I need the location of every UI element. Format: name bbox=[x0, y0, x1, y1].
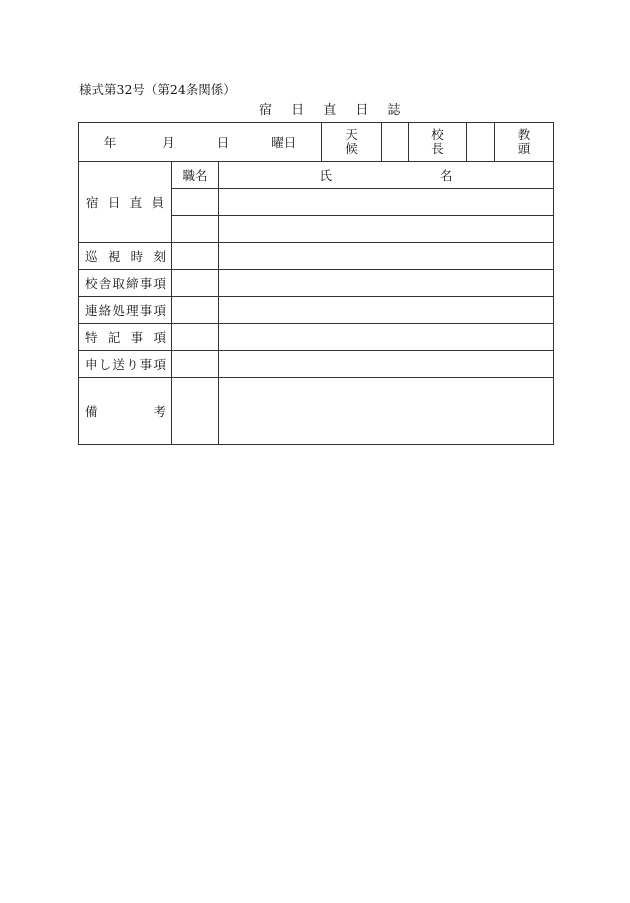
weekday-label: 曜日 bbox=[271, 135, 297, 150]
duty-log-table bbox=[78, 122, 554, 445]
year-label: 年 bbox=[103, 135, 117, 150]
school-control-label: 校舎取締事項 bbox=[79, 270, 172, 297]
vice-principal-label-top: 教 bbox=[517, 127, 531, 142]
patrol-time-sub-field[interactable] bbox=[172, 243, 219, 270]
vice-principal-label-bottom: 頭 bbox=[517, 141, 531, 156]
liaison-sub-field[interactable] bbox=[172, 297, 219, 324]
page-title: 宿 日 直 日 誌 bbox=[259, 103, 401, 118]
date-cell bbox=[79, 123, 322, 162]
weather-field[interactable] bbox=[382, 123, 409, 162]
weather-label-bottom: 候 bbox=[345, 141, 358, 156]
remarks-label: 備 考 bbox=[79, 378, 172, 445]
vice-principal-label bbox=[495, 123, 554, 162]
weather-label-top: 天 bbox=[345, 127, 358, 142]
principal-seal-field[interactable] bbox=[467, 123, 495, 162]
staff-label: 宿 日 直 員 bbox=[79, 162, 172, 243]
remarks-field[interactable] bbox=[219, 378, 554, 445]
liaison-label: 連絡処理事項 bbox=[79, 297, 172, 324]
principal-label bbox=[409, 123, 467, 162]
staff-header-row bbox=[79, 162, 554, 189]
patrol-time-field[interactable] bbox=[219, 243, 554, 270]
principal-label-bottom: 長 bbox=[431, 141, 444, 156]
form-number-label: 様式第32号（第24条関係） bbox=[79, 82, 236, 97]
remarks-sub-field[interactable] bbox=[172, 378, 219, 445]
handover-sub-field[interactable] bbox=[172, 351, 219, 378]
remarks-row bbox=[79, 378, 554, 445]
patrol-time-row bbox=[79, 243, 554, 270]
weather-label bbox=[322, 123, 382, 162]
staff-1-name-field[interactable] bbox=[219, 189, 554, 216]
school-control-sub-field[interactable] bbox=[172, 270, 219, 297]
school-control-field[interactable] bbox=[219, 270, 554, 297]
special-notes-label: 特 記 事 項 bbox=[79, 324, 172, 351]
liaison-row bbox=[79, 297, 554, 324]
position-header: 職名 bbox=[172, 162, 219, 189]
special-notes-field[interactable] bbox=[219, 324, 554, 351]
day-label: 日 bbox=[216, 135, 230, 150]
principal-label-top: 校 bbox=[431, 127, 444, 142]
school-control-row bbox=[79, 270, 554, 297]
special-notes-row bbox=[79, 324, 554, 351]
special-notes-sub-field[interactable] bbox=[172, 324, 219, 351]
patrol-time-label: 巡 視 時 刻 bbox=[79, 243, 172, 270]
staff-2-position-field[interactable] bbox=[172, 216, 219, 243]
staff-1-position-field[interactable] bbox=[172, 189, 219, 216]
handover-field[interactable] bbox=[219, 351, 554, 378]
staff-2-name-field[interactable] bbox=[219, 216, 554, 243]
handover-row bbox=[79, 351, 554, 378]
month-label: 月 bbox=[162, 135, 175, 150]
handover-label: 申し送り事項 bbox=[79, 351, 172, 378]
name-header: 氏 名 bbox=[219, 162, 554, 189]
liaison-field[interactable] bbox=[219, 297, 554, 324]
header-row bbox=[79, 123, 554, 162]
